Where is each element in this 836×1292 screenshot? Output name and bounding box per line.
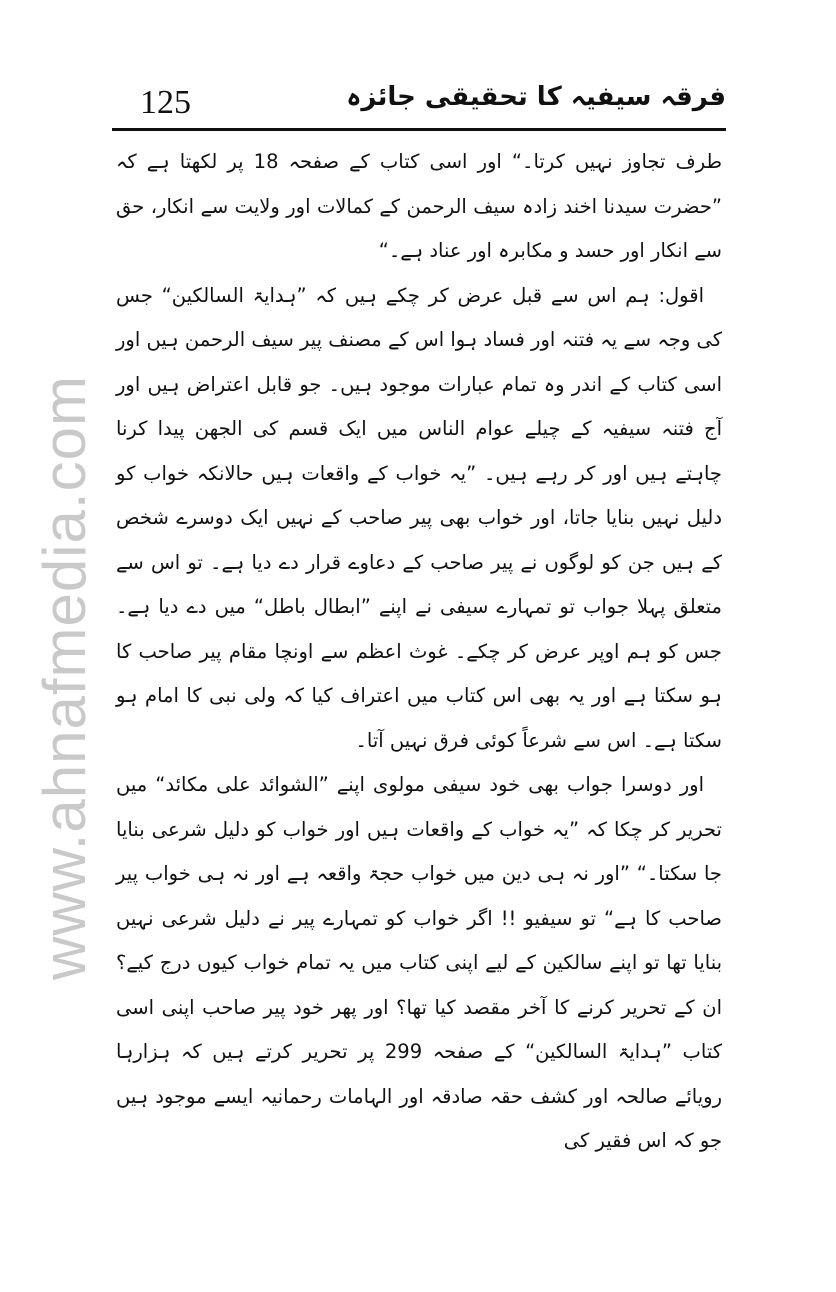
paragraph-2: اقول: ہم اس سے قبل عرض کر چکے ہیں کہ ”ہدایۃ السالکین“ جس کی وجہ سے یہ فتنہ اور فساد ہوا اس کے مصنف پیر سیف الرحمن ہیں اور اسی کتاب کے اندر وہ تمام عبارات موجود ہیں۔ جو قابل اعتراض ہیں اور آج فتنہ سیفیہ کے چیلے عوام الناس میں ایک قسم کی الجھن پیدا کرنا چاہتے ہیں اور کر رہے ہیں۔ ”یہ خواب کے واقعات ہیں حالانکہ خواب کو دلیل نہیں بنایا جاتا، اور خواب بھی پیر صاحب کے نہیں ایک دوسرے شخص کے ہیں جن کو لوگوں نے پیر صاحب کے دعاوے قرار دے دیا ہے۔ تو اس سے متعلق پہلا جواب تو تمہارے سیفی نے اپنے ”ابطال باطل“ میں دے دیا ہے۔ جس کو ہم اوپر عرض کر چکے۔ غوث اعظم سے اونچا مقام پیر صاحب کا ہو سکتا ہے اور یہ بھی اس کتاب میں اعتراف کیا کہ ولی نبی کا امام ہو سکتا ہے۔ اس سے شرعاً کوئی فرق نہیں آتا۔: [116, 283, 722, 752]
header-divider: [112, 128, 726, 131]
page-body: [116, 140, 722, 1164]
running-title: فرقہ سیفیہ کا تحقیقی جائزہ: [346, 82, 726, 112]
page-number: 125: [140, 84, 191, 121]
page-header: [112, 82, 726, 128]
paragraph-1: طرف تجاوز نہیں کرتا۔“ اور اسی کتاب کے صفحہ 18 پر لکھتا ہے کہ ”حضرت سیدنا اخند زادہ سیف الرحمن کے کمالات اور ولایت سے انکار، حق سے انکار اور حسد و مکابرہ اور عناد ہے۔“: [116, 150, 722, 262]
paragraph-3: اور دوسرا جواب بھی خود سیفی مولوی اپنے ”الشوائد علی مکائد“ میں تحریر کر چکا کہ ”یہ خواب کے واقعات ہیں اور خواب کو دلیل شرعی بنایا جا سکتا۔“ ”اور نہ ہی دین میں خواب حجۃ واقعہ ہے اور نہ ہی خواب پیر صاحب کا ہے“ تو سیفیو !! اگر خواب کو تمہارے پیر نے دلیل شرعی نہیں بنایا تھا تو اپنے سالکین کے لیے اپنی کتاب میں یہ تمام خواب کیوں درج کیے؟ ان کے تحریر کرنے کا آخر مقصد کیا تھا؟ اور پھر خود پیر صاحب اپنی اسی کتاب ”ہدایۃ السالکین“ کے صفحہ 299 پر تحریر کرتے ہیں کہ ہزارہا رویائے صالحہ اور کشف حقہ صادقہ اور الہامات رحمانیہ ایسے موجود ہیں جو کہ اس فقیر کی: [116, 773, 723, 1152]
watermark: www.ahnafmedia.com: [31, 375, 98, 980]
